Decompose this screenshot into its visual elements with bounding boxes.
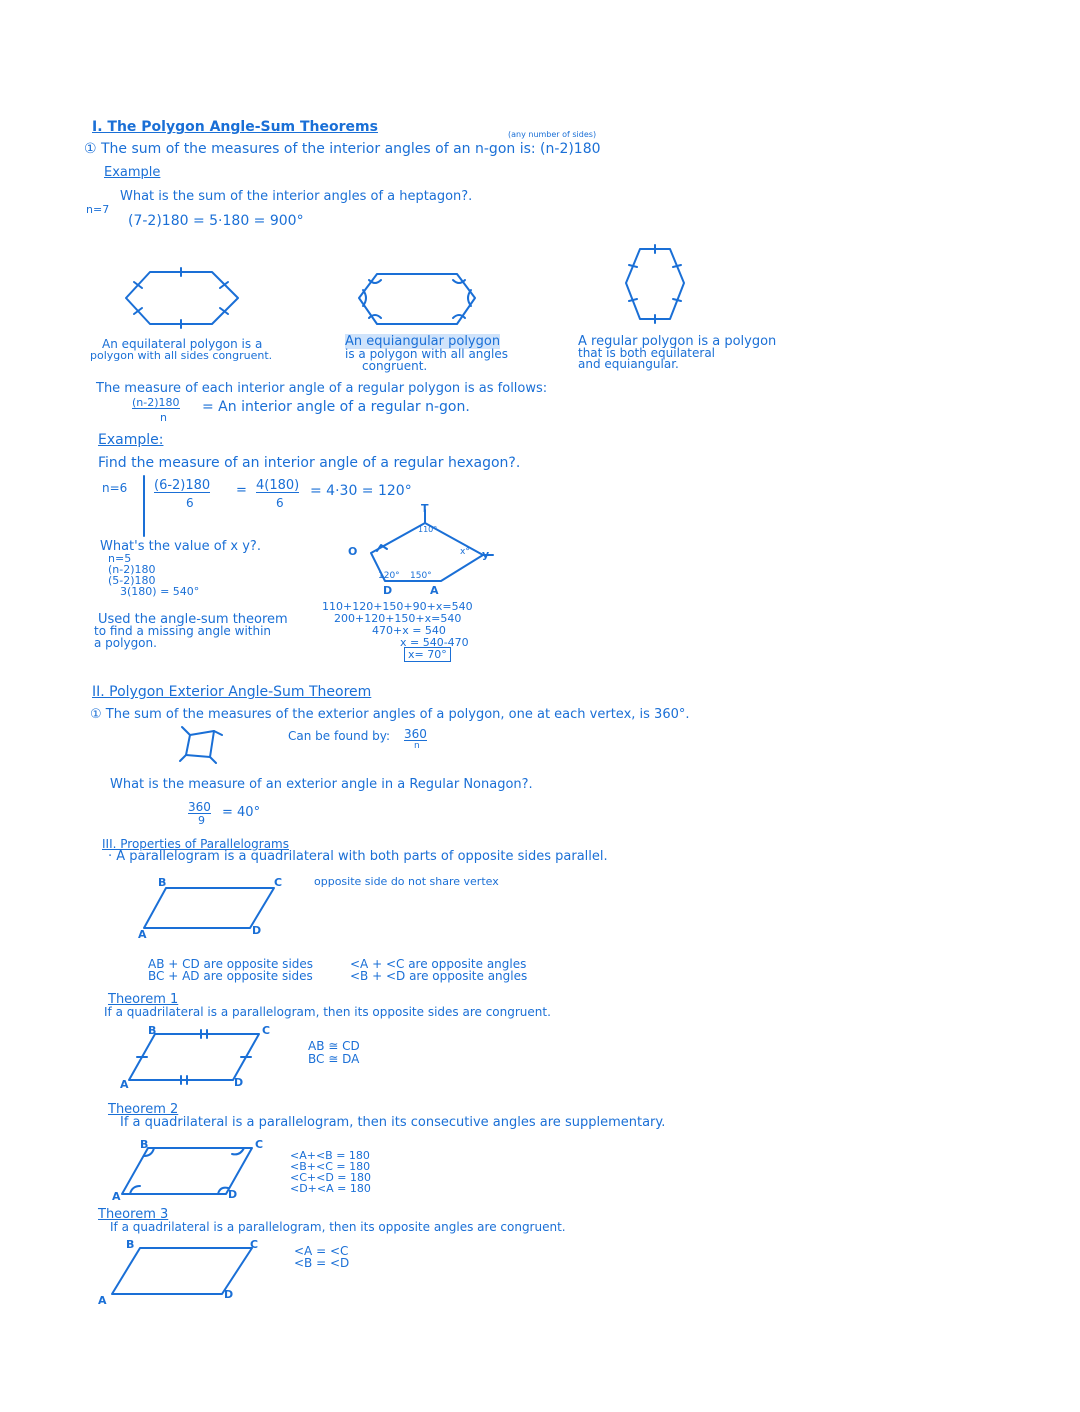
vertex-y: y [482,548,490,561]
xy-l3: (5-2)180 [108,574,156,587]
thm2-label: Theorem 2 [108,1102,179,1117]
thm3-text: If a quadrilateral is a parallelogram, then its opposite angles are congruent. [110,1220,566,1234]
thm2-eq2: <B+<C = 180 [290,1160,371,1173]
xy-answer: x= 70° [404,649,451,660]
heptagon-work: (7-2)180 = 5·180 = 900° [128,213,304,229]
section3-heading: III. Properties of Parallelograms [102,837,289,851]
example2-result: = 4·30 = 120° [310,483,412,499]
n-label: n=7 [86,203,110,216]
equiangular-caption-1: An equiangular polygon [345,334,501,349]
xy-step3: 470+x = 540 [372,624,446,637]
any-sides-note: (any number of sides) [508,130,597,139]
vertex-o: O [348,545,358,558]
ext-formula-den: n [414,741,420,751]
p3-label-d: D [228,1188,238,1201]
vertex-a: A [430,584,439,597]
xy-question: What's the value of x y?. [100,539,261,554]
thm3-eq2: <B = <D [294,1256,350,1270]
heptagon-question: What is the sum of the interior angles of a heptagon?. [120,189,473,204]
parallelogram-2 [125,1030,265,1086]
angle-a: 150° [410,571,432,581]
equilateral-caption-1: An equilateral polygon is a [102,337,263,351]
pentagon-figure [355,505,495,595]
opp-angles-2: <B + <D are opposite angles [350,969,528,983]
example2-label: Example: [98,432,164,448]
frac1-den: 6 [186,496,194,510]
opp-sides-1: AB + CD are opposite sides [148,957,314,971]
example2-divider [142,476,146,536]
angle-x: x° [460,547,470,557]
section1-heading: I. The Polygon Angle-Sum Theorems [92,119,378,135]
nonagon-ans-num: 360 [188,800,211,814]
parallelogram-4 [108,1244,258,1300]
xy-step4: x = 540-470 [400,636,469,649]
p4-label-a: A [98,1294,107,1307]
frac2-num: 4(180) [256,478,300,493]
xy-step2: 200+120+150+x=540 [334,612,462,625]
p4-label-c: C [250,1238,259,1251]
thm2-eq4: <D+<A = 180 [290,1182,371,1195]
regular-hexagon-figure [620,245,690,325]
equiangular-hexagon-figure [355,270,480,330]
equiangular-caption-2: is a polygon with all angles [345,347,508,361]
p1-label-a: A [138,928,147,941]
vertex-t: T [421,502,429,515]
p3-label-c: C [255,1138,264,1151]
xy-l2: (n-2)180 [108,563,156,576]
xy-step1: 110+120+150+90+x=540 [322,600,473,613]
p3-label-a: A [112,1190,121,1203]
xy-l4: 3(180) = 540° [120,585,200,598]
section2-heading: II. Polygon Exterior Angle-Sum Theorem [92,684,372,700]
angle-d: 120° [378,571,400,581]
regular-caption-1: A regular polygon is a polygon [578,334,777,349]
example2-n: n=6 [102,481,128,495]
regular-formula-rest: = An interior angle of a regular n-gon. [202,399,470,415]
p4-label-d: D [224,1288,234,1301]
exterior-angle-figure [180,725,225,765]
regular-caption-2: that is both equilateral [578,346,716,360]
p2-label-a: A [120,1078,129,1091]
xy-note3: a polygon. [94,636,157,650]
example-label: Example [104,165,161,180]
nonagon-ans-rest: = 40° [222,805,261,820]
thm2-eq1: <A+<B = 180 [290,1149,370,1162]
frac2-den: 6 [276,496,284,510]
section3-definition: · A parallelogram is a quadrilateral with both parts of opposite sides parallel. [108,849,608,864]
example2-question: Find the measure of an interior angle of a regular hexagon?. [98,455,521,471]
thm1-text: If a quadrilateral is a parallelogram, then its opposite sides are congruent. [104,1005,551,1019]
equilateral-hexagon-figure [120,268,245,328]
p2-label-c: C [262,1024,271,1037]
p1-label-d: D [252,924,262,937]
thm3-label: Theorem 3 [98,1207,169,1222]
thm3-eq1: <A = <C [294,1244,349,1258]
thm2-eq3: <C+<D = 180 [290,1171,372,1184]
frac1-num: (6-2)180 [154,478,211,493]
ext-formula-num: 360 [404,727,427,741]
section2-theorem: ① The sum of the measures of the exterior angles of a polygon, one at each vertex, is 360°. [90,707,690,722]
found-by: Can be found by: [288,729,391,743]
thm1-eq2: BC ≅ DA [308,1052,360,1066]
opp-angles-1: <A + <C are opposite angles [350,957,527,971]
equilateral-caption-2: polygon with all sides congruent. [90,349,273,362]
xy-note1: Used the angle-sum theorem [98,612,288,627]
section1-theorem: ① The sum of the measures of the interior angles of an n-gon is: (n-2)180 [84,141,601,157]
thm1-label: Theorem 1 [108,992,179,1007]
side-note: opposite side do not share vertex [314,875,499,888]
regular-formula-den: n [160,411,167,424]
xy-note2: to find a missing angle within [94,624,272,638]
thm1-eq1: AB ≅ CD [308,1039,360,1053]
regular-formula-num: (n-2)180 [132,396,180,409]
regular-caption-3: and equiangular. [578,357,679,371]
p2-label-b: B [148,1024,157,1037]
xy-l1: n=5 [108,552,132,565]
vertex-d: D [383,584,393,597]
nonagon-question: What is the measure of an exterior angle in a Regular Nonagon?. [110,777,533,792]
frac-eq: = [236,483,247,498]
angle-top: 110° [418,525,438,534]
p4-label-b: B [126,1238,135,1251]
nonagon-ans-den: 9 [198,814,205,827]
opp-sides-2: BC + AD are opposite sides [148,969,313,983]
equiangular-caption-3: congruent. [362,359,428,373]
regular-measure-statement: The measure of each interior angle of a regular polygon is as follows: [96,381,548,396]
p2-label-d: D [234,1076,244,1089]
thm2-text: If a quadrilateral is a parallelogram, then its consecutive angles are supplementary. [120,1115,666,1130]
p3-label-b: B [140,1138,149,1151]
p1-label-c: C [274,876,283,889]
p1-label-b: B [158,876,167,889]
